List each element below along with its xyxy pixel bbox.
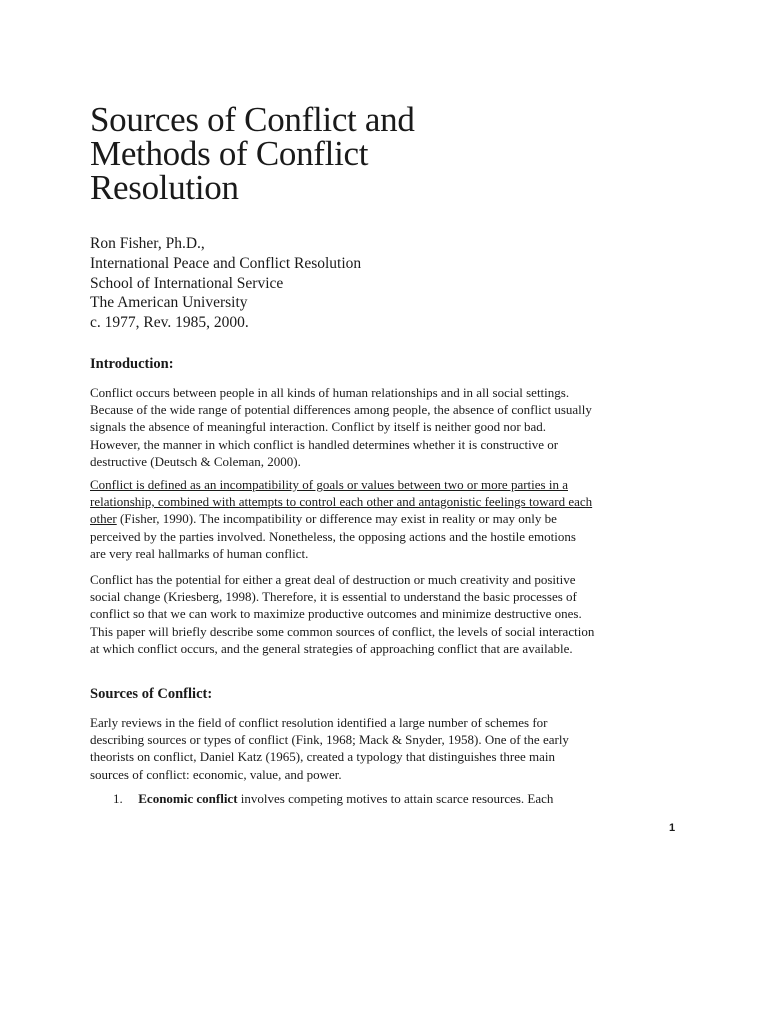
author-name: Ron Fisher, Ph.D., <box>90 235 205 252</box>
title-line-2: Methods of Conflict <box>90 134 369 173</box>
list-item <box>113 790 553 807</box>
page-number: 1 <box>669 822 676 834</box>
list-item-number: 1. <box>113 791 123 806</box>
introduction-paragraph-3: Conflict has the potential for either a great deal of destruction or much creativity and positive social change (Kriesberg, 1998). Therefore, it is essential to understand the basic processes of conflict so that we can work to maximize productive outcomes and minimize destructive ones. This paper will briefly describe some common sources of conflict, the levels of social interaction at which conflict occurs, and the general strategies of approaching conflict that are available. <box>90 572 595 656</box>
conflict-definition-line-2: relationship, combined with attempts to control each other and antagonistic feelings toward each <box>90 494 593 510</box>
list-item-term: Economic conflict <box>138 791 238 806</box>
conflict-definition-line-3: other <box>90 511 117 527</box>
author-school: School of International Service <box>90 274 284 292</box>
introduction-paragraph-2: Conflict is defined as an incompatibility of goals or values between two or more parties in a relationship, combined with attempts to control each other and antagonistic feelings toward each other (Fisher, 1990). The incompatibility or difference may exist in reality or may only be perceived by the parties involved. Nonetheless, the opposing actions and the hostile emotions are very real hallmarks of human conflict. <box>90 476 680 562</box>
author-university: The American University <box>90 294 248 312</box>
copyright-dates: c. 1977, Rev. 1985, 2000. <box>90 314 249 332</box>
author-block <box>90 234 361 333</box>
author-program: International Peace and Conflict Resolution <box>90 254 362 272</box>
sources-paragraph-1: Early reviews in the field of conflict resolution identified a large number of schemes for describing sources or types of conflict (Fink, 1968; Mack & Snyder, 1958). One of the early theorists on conflict, Daniel Katz (1965), created a typology that distinguishes three main sources of conflict: economic, value, and power. <box>90 715 569 782</box>
list-item-text: involves competing motives to attain scarce resources. Each <box>237 791 554 806</box>
introduction-heading: Introduction: <box>90 356 174 372</box>
introduction-paragraph-1: Conflict occurs between people in all kinds of human relationships and in all social settings. Because of the wide range of potential differences among people, the absence of conflict usually signals the absence of meaningful interaction. Conflict by itself is neither good nor bad. However, the manner in which conflict is handled determines whether it is constructive or destructive (Deutsch & Coleman, 2000). <box>90 385 592 469</box>
title-line-3: Resolution <box>90 168 239 207</box>
sources-heading: Sources of Conflict: <box>90 686 213 702</box>
conflict-definition-line-1: Conflict is defined as an incompatibility of goals or values between two or more parties in a <box>90 477 568 492</box>
title-line-1: Sources of Conflict and <box>90 100 415 139</box>
document-title <box>90 100 590 207</box>
